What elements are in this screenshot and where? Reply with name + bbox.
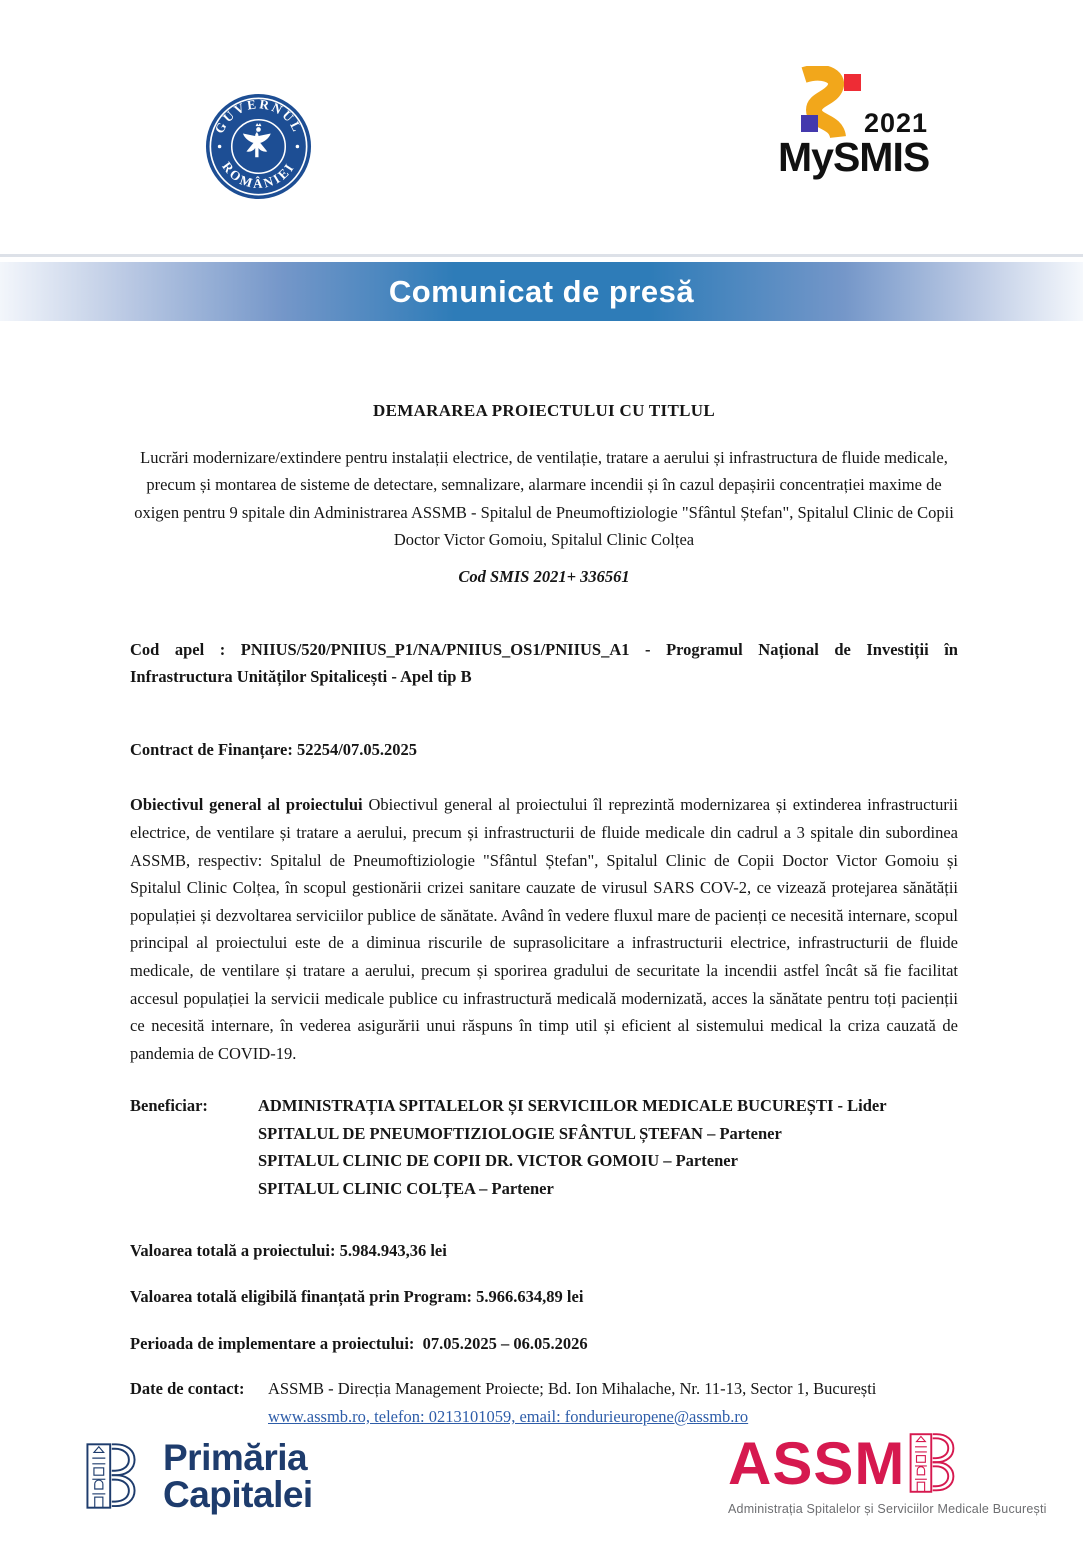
beneficiary-block [130,1092,958,1202]
seal-arc-top-text: GUVERNUL [211,96,306,136]
contact-address: ASSMB - Direcția Management Proiecte; Bd. Ion Mihalache, Nr. 11-13, Sector 1, București [268,1379,877,1399]
assmb-logo [728,1430,1047,1516]
press-release-banner [0,262,1083,321]
beneficiary-item: ADMINISTRAȚIA SPITALELOR ȘI SERVICIILOR MEDICALE BUCUREȘTI - Lider [258,1096,887,1116]
primaria-line2: Capitalei [163,1474,313,1515]
contact-label: Date de contact: [130,1379,245,1399]
eligible-value-line: Valoarea totală eligibilă finanțată prin Program: 5.966.634,89 lei [130,1287,584,1307]
total-value-line: Valoarea totală a proiectului: 5.984.943,36 lei [130,1240,447,1260]
cod-apel-paragraph: Cod apel : PNIIUS/520/PNIIUS_P1/NA/PNIIUS_OS1/PNIIUS_A1 - Programul Național de Investiții în Infrastructura Unităților Spitalicești - Apel tip B [130,639,958,687]
objective-paragraph [130,791,958,1067]
primaria-b-emblem-icon [85,1438,137,1514]
banner-title: Comunicat de presă [388,273,695,309]
government-seal-icon [205,93,312,200]
beneficiary-label: Beneficiar: [130,1096,208,1116]
mysmis-wordmark: MySMIS [778,134,930,180]
beneficiary-item: SPITALUL DE PNEUMOFTIZIOLOGIE SFÂNTUL ȘTEFAN – Partener [258,1123,782,1143]
contact-link[interactable]: www.assmb.ro, telefon: 0213101059, email: fondurieuropene@assmb.ro [268,1407,749,1427]
primaria-wordmark [163,1439,313,1513]
seal-arc-bottom-text: ROMÂNIEI [219,158,298,191]
document-heading: DEMARAREA PROIECTULUI CU TITLUL [373,401,715,420]
assmb-subtitle: Administrația Spitalelor și Serviciilor Medicale București [728,1502,1047,1516]
assmb-wordmark-row [728,1430,1018,1497]
beneficiary-item: SPITALUL CLINIC DE COPII DR. VICTOR GOMOIU – Partener [258,1151,738,1171]
document-body [130,390,958,1431]
objective-label: Obiectivul general al proiectului [130,795,363,815]
beneficiary-item: SPITALUL CLINIC COLȚEA – Partener [258,1179,554,1199]
mysmis-red-square-icon [844,74,861,91]
primaria-capitalei-logo [85,1438,313,1514]
assmb-b-emblem-icon [907,1432,957,1494]
contact-body [268,1375,958,1430]
beneficiary-list [258,1092,958,1202]
implementation-period-line: Perioada de implementare a proiectului: 07.05.2025 – 06.05.2026 [130,1333,588,1353]
contract-line: Contract de Finanțare: 52254/07.05.2025 [130,739,418,759]
guvernul-romaniei-logo [205,93,312,200]
mysmis-logo [778,60,948,180]
mysmis-year: 2021 [864,108,929,138]
project-title-paragraph: Lucrări modernizare/extindere pentru instalații electrice, de ventilație, tratare a aerului și infrastructura de fluide medicale, precum și montarea de sisteme de detectare, semnalizare, alarmare incendii și în cazul depașirii concentrației maxime de oxigen pentru 9 spitale din Administrarea ASSMB - Spitalul de Pneumoftiziologie "Sfântul Ștefan", Spitalul Clinic de Copii Doctor Victor Gomoiu, Spitalul Clinic Colțea [134,447,954,550]
cod-smis-line: Cod SMIS 2021+ 336561 [458,566,630,586]
primaria-line1: Primăria [163,1437,308,1478]
mysmis-purple-square-icon [801,115,818,132]
contact-block [130,1375,958,1430]
banner-top-rule [0,254,1083,257]
assmb-wordmark: ASSM [728,1430,906,1497]
objective-text: Obiectivul general al proiectului îl reprezintă modernizarea și extinderea infrastructurii electrice, de ventilare și tratare a aerului, precum și infrastructurii de fluide medicale din cadrul a 3 spitale din subordinea ASSMB, respectiv: Spitalul de Pneumoftiziologie "Sfântul Ștefan", Spitalul Clinic de Copii Doctor Victor Gomoiu și Spitalul Clinic Colțea, în scopul gestionării crizei sanitare cauzate de virusul SARS COV-2, ce vizează protejarea sănătății populației și dezvoltarea serviciilor publice de sănătate. Având în vedere fluxul mare de pacienți ce necesită internare, scopul principal al proiectului este de a diminua riscurile de suprasolicitare a infrastructurii electrice, infrastructurii de fluide medicale, de ventilare și tratare a aerului, precum și sporirea gradului de securitate la incendii astfel încât să fie facilitat accesul populației la servicii medicale publice cu infrastructură medicală modernizată, acces la sănătate pentru toți pacienții ce necesită internare, în vederea asigurării unui răspuns în timp util și eficient al sistemului medical la criza cauzată de pandemia de COVID-19. [130,795,958,1063]
